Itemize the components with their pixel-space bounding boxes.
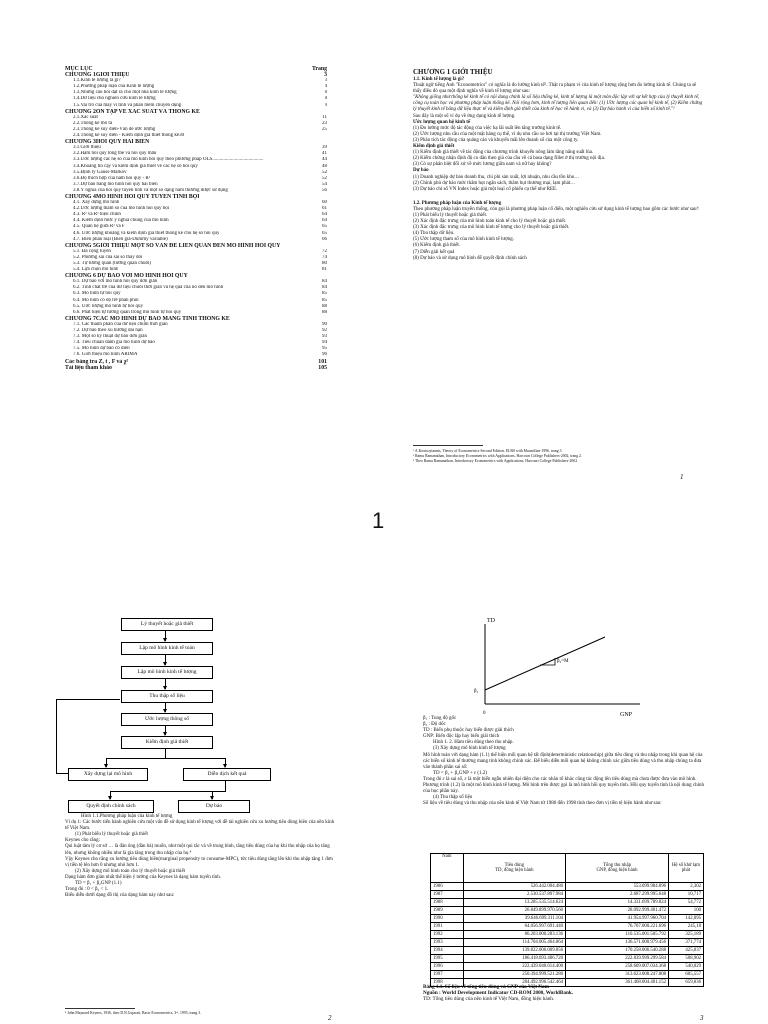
list-item: (3) Xác định đặc trưng của mô hình kinh tế lượng cho lý thuyết hoặc giả thiết. [413,225,570,231]
table-header: Năm [431,854,464,883]
toc-entry-title: 6.5. Ước lượng mô hình tự hồi quy [73,303,144,309]
table-row [431,915,704,923]
page-number: 1 [680,473,684,481]
toc-entry-title: 3.2.Hàm hồi quy tổng thể và hồi quy mẫu [73,151,157,157]
toc-entry-title: 3.6.Độ thích hợp của hàm hồi quy - R² [73,175,151,181]
slope-triangle [540,658,555,665]
toc-entry-title: 7.2. Dự báo theo xu hướng dài hạn [73,328,143,334]
toc-entry-title: 7.5. Mô hình dự báo cổ điển [73,346,130,352]
toc-entry-page: 56 [322,187,327,193]
toc-entry-title: CHƯƠNG 6 DỰ BÁO VỚI MÔ HÌNH HỒI QUY [65,273,188,280]
definition: GNP: Biến độc lập hay biến giải thích [423,734,500,740]
table-cell: 14.331.699.789.824 [566,899,669,907]
table-note: TD: Tổng tiêu dùng của nền kinh tế Việt Nam, đồng hiện hành. [423,996,555,1003]
footnotes [413,449,703,464]
toc-entry-title: 3.3.Ước lượng các hệ số của mô hình hồi quy theo phương pháp OLS......................................... [73,157,264,163]
page-3 [423,716,708,807]
list-item: (2) Chính phủ dự báo mức thâm hụt ngân sách, thâm hụt thương mại, lạm phát… [413,180,576,186]
paragraph: Sau đây là một số ví dụ về ứng dụng kinh tế lượng. [413,113,516,119]
table-cell: 313.623.008.247.808 [566,971,669,979]
paragraph: Trong đó ε là sai số, ε là một biến ngẫu nhiên đại diện cho các nhân tố khác cũng tác động lên tiêu dùng mà chưa được đưa vào mô hình. [423,776,697,782]
toc-entry-title: 4.4. Kiểm định mức ý nghĩa chung của mô hình [73,218,169,224]
toc-entry-title: 6.2. Tính chất trễ của dữ liệu chuỗi thời gian và hệ quả của nó đến mô hình [73,285,224,291]
list-item: (1) Phát biểu lý thuyết hoặc giả thiết. [413,212,488,218]
toc-entry-title: 2.1.Xác suất [73,114,98,120]
list-item: (2) Ước lượng nhu cầu của một mặt hàng cụ thể, ví dụ nhu cầu xe hơi tại thị trường Việt Nam. [413,131,602,137]
table-cell: 325,189 [669,931,704,939]
list-item: (3) Có sự phân biệt đối xử về mức lương giữa nam và nữ hay không? [413,162,552,168]
toc-entry-page: 65 [322,230,327,236]
toc-entry-title: 5.3. Tự tương quan (tương quan chuỗi) [73,261,152,266]
list-item: (7) Diễn giải kết quả [413,249,455,255]
toc-entry-title: 6.1. Dự báo với mô hình hồi quy đơn giản [73,279,158,285]
toc-entry-title: 4.7. Biến phân loại (Biến giả-Dummy variable) [73,236,168,242]
definition: TD : Biến phụ thuộc hay biến được giải thích [423,728,514,734]
table-row [431,923,704,931]
toc-entry-page: 8 [324,90,327,96]
table-cell: 64.056.997.691.440 [463,923,565,931]
table-cell: 2.687.299.995.648 [566,891,669,899]
table-cell: 142,095 [669,915,704,923]
toc-entry-title: 3.1.Giới thiệu [73,145,101,151]
table-cell: 41.954.997.960.704 [566,915,669,923]
paragraph: Dạng hàm đơn giản nhất thể hiện ý tưởng của Keynes là dạng hàm tuyến tính. [65,874,222,880]
table-cell: 139.822.006.009.856 [463,947,565,955]
table-cell: 1994 [431,947,464,955]
toc-entry-title: 1.5.Vai trò của máy vi tính và phần mềm chuyên dụng [73,102,182,108]
table-cell: 13.285.535.514.624 [463,899,565,907]
toc-entry-page: 44 [322,157,327,163]
table-cell: 540,029 [669,963,704,971]
toc-entry-page: 41 [322,151,327,157]
toc-entry-title: CHƯƠNG 1GIỚI THIỆU [65,72,130,79]
page-number: 3 [700,1014,704,1022]
toc-entry-title: 5.2. Phương sai của sai số thay đổi [73,254,143,260]
toc-entry-title: 3.5.Định lý Gauss-Markov [73,169,127,175]
toc-entry-title: Các bảng tra Z, t , F và χ² [65,358,129,365]
table-row [431,947,704,955]
toc-entry-page: 65 [322,224,327,230]
table-caption: Bảng 1.1. Số liệu về tổng tiêu dùng và GNP của Việt Nam [423,984,549,990]
footnote: ¹ A.Koutsoyiannis, Theory of Econometrics-Second Edition, ELBS with Macmillan-1996, trang 3 [413,449,562,453]
toc-entry-page: 105 [318,364,327,371]
toc-entry-title: 3.4.Khoảng tin cậy và kiểm định giả thiết về các hệ số hồi quy [73,163,198,169]
equation: TD = β₁ + β₂GNP (1.1) [75,881,122,887]
table-cell: 284.492.996.542.464 [463,979,565,987]
toc-entry-page: 66 [322,236,327,242]
table-cell: 114.704.005.464.064 [463,939,565,947]
consumption-line [485,637,605,690]
list-item: (2) Kiểm chứng nhận định độ co dãn theo giá của cầu về cá basa dạng fillet ở thị trường nội địa. [413,156,606,162]
toc-entry-title: 2.3.Thống kê suy diễn-Vấn đề ước lượng [73,126,156,132]
list-item: (1) Doanh nghiệp dự báo doanh thu, chi phí sản xuất, lợi nhuận, nhu cầu tồn kho… [413,174,580,180]
toc-entry-title: CHƯƠNG 3HỒI QUY HAI BIẾN [65,139,150,146]
page-indicator: 1 [372,508,385,533]
toc-entry-page: 85 [322,291,327,297]
table-cell: 100 [669,907,704,915]
toc-entry-page: 81 [322,267,327,273]
toc-entry-page: 52 [322,169,327,175]
toc-entry-title: 6.3. Mô hình tự hồi quy [73,291,121,297]
table-cell: 136.571.000.979.456 [566,939,669,947]
toc-entry-title: 6.6. Phát hiện tự tương quan trong mô hình tự hồi quy [73,309,182,315]
toc-entry-title: 4.2.Ước lượng tham số của mô hình hồi quy bội [73,206,170,212]
table-cell: 1988 [431,899,464,907]
list-item: (3) Dự báo chỉ số VN Index hoặc giá một loại cổ phiếu cụ thể như REE. [413,186,558,192]
table-cell: 1998 [431,979,464,987]
toc-entry-title: CHƯƠNG 4MÔ HÌNH HỒI QUY TUYẾN TÍNH BỘI [65,193,200,200]
list-item: (6) Kiểm định giả thiết. [413,243,461,249]
table-row [431,931,704,939]
paragraph: Mô hình toán với dạng hàm (1.1) thể hiện mối quan hệ tất định(deterministic relationship) giữa tiêu dùng và thu nhập trong khi quan hệ của các biến số kinh tế thường mang tính không chính xác. Để biểu diễn mối quan hệ không chính xác giữa tiêu dùng và thu nhập chúng ta đưa vào thành phần sai số: [423,752,703,770]
figure-caption: Hình 1. 2. Hàm tiêu dùng theo thu nhập. [433,740,514,746]
flow-box-estimate: Ước lượng thông số [121,713,213,726]
toc-entry-page: 3 [324,78,327,84]
table-cell: 1989 [431,907,464,915]
flow-box-hypothesis-test: Kiểm định giả thiết [121,736,213,749]
consumption-function-graph [455,612,655,722]
table-header: Tiêu dùng TD, đồng hiện hành [463,854,565,883]
paragraph: Qui luật tâm lý cơ sở … là đàn ông (đàn bà) muốn, như một qui tắc và về trung bình, tăng tiêu dùng của họ khi thu nhập của họ tăng lên, nhưng không nhiều như là gia tăng trong thu nhập của họ.⁴ [65,844,330,856]
toc-entry-title: 1.4.Dữ liệu cho nghiên cứu kinh tế lượng [73,96,156,102]
toc-entry-page: 96 [322,352,327,358]
list-item: (8) Dự báo và sử dụng mô hình để quyết định chính sách [413,255,527,261]
list-item: (5) Ước lượng tham số của mô hình kinh tế lượng. [413,237,514,243]
table-cell: 361.468.004.401.152 [566,979,669,987]
definition: β₂ : Độ dốc [423,722,446,728]
footnote-divider [413,445,483,446]
page-2 [65,814,335,899]
toc-entry-page: 61 [322,206,327,212]
table-cell: 26.849.899.970.560 [463,907,565,915]
table-cell: 1991 [431,923,464,931]
toc-entry-page: 88 [322,309,327,315]
subheading: Dự báo [413,168,429,174]
y-axis-label: TD [487,618,495,624]
table-cell: 1990 [431,915,464,923]
table-cell: 258.609.007.034.368 [566,963,669,971]
toc-entry-page: 9 [324,102,327,108]
definition: β₁ : Tung độ gốc [423,716,457,721]
toc-entry-page: 60 [322,200,327,206]
page-number: 2 [328,1014,332,1022]
x-axis-label: GNP [620,712,633,718]
toc-entry-title: 5.1. Đa cộng tuyến [73,248,111,254]
toc-entry-title: 7.4. Tiêu chuẩn đánh giá mô hình dự báo [73,340,155,346]
table-cell: 170.258.006.540.288 [566,947,669,955]
table-cell: 1987 [431,891,464,899]
toc-entry-title: 5.4. Lựa chọn mô hình [73,267,119,273]
toc-entry-page: 48 [322,163,327,169]
toc-entry-page: 85 [322,297,327,303]
toc-entry-page: 23 [322,120,327,126]
toc-entry-page: 84 [322,279,327,285]
paragraph: Trong đó : 0 < β₂ < 1. [65,887,109,893]
table-cell: 425,837 [669,947,704,955]
paragraph: Vậy Keynes cho rằng xu hướng tiêu dùng biên(marginal propensity to consume-MPC), tức tiêu dùng tăng lên khi thu nhập tăng 1 đơn vị tiền tệ lên hơn 0 nhưng nhỏ hơn 1. [65,856,333,868]
paragraph: (3) Xây dựng mô hình kinh tế lượng [433,746,506,752]
paragraph: (4) Thu thập số liệu [433,795,473,801]
table-cell: 222.439.040.614.400 [463,963,565,971]
flow-box-data: Thu thập số liệu [121,690,213,703]
toc-entry-title: CHƯƠNG 2ÔN TẬP VỀ XÁC SUẤT VÀ THỐNG KÊ [65,108,200,115]
toc-entry-title: 4.3. R² và R² hiệu chỉnh [73,212,121,218]
section-heading: 1.2. Phương pháp luận của Kinh tế lượng [413,200,502,206]
table-row [431,939,704,947]
toc-entry-page: 8 [324,96,327,102]
figure-caption: Hình 1.1.Phương pháp luận của kinh tế lượng [81,814,173,819]
table-row [431,899,704,907]
flow-box-rebuild-model: Xây dựng lại mô hình [68,768,148,781]
toc-entry-title: CHƯƠNG 5GIỚI THIỆU MỘT SỐ VẤN ĐỀ LIÊN QUAN ĐẾN MÔ HÌNH HỒI QUY [65,242,281,249]
table-row [431,955,704,963]
subheading: Ước lượng quan hệ kinh tế [413,119,471,125]
flow-box-theory: Lý thuyết hoặc giả thiết [121,618,213,631]
toc-entry-page: 72 [322,248,327,254]
chapter-title: CHƯƠNG 1 GIỚI THIỆU [413,68,493,76]
toc-entry-title: 1.2.Phương pháp luận của Kinh tế lượng [73,84,155,90]
toc-entry-page: 3 [324,72,327,79]
paragraph: Theo phương pháp luận truyền thống, còn gọi là phương pháp luận cổ điển, một nghiên cứu sử dụng kinh tế lượng bao gồm các bước như sau³: [413,206,700,212]
toc-entry-title: CHƯƠNG 7CÁC MÔ HÌNH DỰ BÁO MANG TÍNH THỐNG KÊ [65,315,230,322]
table-cell: 508,902 [669,955,704,963]
flow-box-econometric-model: Lập mô hình kinh tế lượng [121,666,213,679]
table-cell: 526.442.004.480 [463,883,565,891]
paragraph: Phương trình (1.2) là một mô hình kinh tế lượng. Mô hình trên được gọi là mô hình hồi quy tuyến tính. Hồi quy tuyến tính là nội dung chính của học phần này. [423,783,705,795]
list-item: (3) Phân tích tác động của quảng cáo và khuyến mãi lên doanh số của một công ty. [413,137,579,143]
table-cell: 54,772 [669,899,704,907]
paragraph: (2) Xây dựng mô hình toán cho lý thuyết hoặc giả thiết [75,868,186,874]
table-cell: 28.092.999.401.472 [566,907,669,915]
toc-entry-title: 4.5. Quan hệ giữa R² và F [73,224,125,230]
toc-entry-page: 54 [322,181,327,187]
table-row [431,907,704,915]
toc-chapter[interactable] [65,365,327,371]
table-source: Nguồn : World Development Indicator CD-ROM 2000, WorldBank. [423,990,574,997]
table-row [431,963,704,971]
table-header: Hệ số khử lạm phát [669,854,704,883]
table-cell: 86.203.000.283.136 [463,931,565,939]
footnote: ³ Theo Ramu Ramanathan, Introductory Econometrics with Applications, Harcourt College Publishers-2002 [413,459,578,463]
table-cell: 553.099.984.896 [566,883,669,891]
toc-entry-page: 64 [322,212,327,218]
table-row [431,891,704,899]
table-cell: 1996 [431,963,464,971]
table-cell: 1995 [431,955,464,963]
equation: TD = β₁ + β₂GNP + ε (1.2) [433,770,487,776]
table-cell: 605,557 [669,971,704,979]
table-row [431,883,704,891]
table-cell: 39.646.699.311.104 [463,915,565,923]
table-cell: 76.707.000.221.696 [566,923,669,931]
table-cell: 1993 [431,939,464,947]
page-1 [413,68,703,262]
table-cell: 1997 [431,971,464,979]
toc-entry-title: 3.8.Ý nghĩa của hồi quy tuyến tính và một số dạng hàm thường được sử dụng [73,187,228,193]
paragraph: Số liệu về tiêu dùng và thu nhập của nền kinh tế Việt Nam từ 1986 đến 1998 tính theo đơn vị tiền tệ hiện hành như sau: [423,801,662,807]
quote: "Không giống như thống kê kinh tế có nội dung chính là số liệu thống kê, kinh tế lượng là một môn độc lập với sự kết hợp của lý thuyết kinh tế, công cụ toán học và phương pháp luận thống kê. Nói rộng hơn, kinh tế lượng liên quan đến: (1) Ước lượng các quan hệ kinh tế, (2) Kiểm chứng lý thuyết kinh tế bằng dữ liệu thực tế và kiểm định giả thiết của kinh tế học về hành vi, và (3) Dự báo hành vi của biến số kinh tế."² [413,95,703,113]
list-item: (1) Đo lường mức độ tác động của việc hạ lãi suất lên tăng trưởng kinh tế. [413,125,562,131]
toc-header: MỤC LỤC [65,66,93,72]
toc-page-header: Trang [311,66,327,72]
footnote: ² Ramu Ramanathan, Introductory Econometrics with Applications, Harcourt College Publishers-2002, trang 2. [413,454,582,458]
list-item: (2) Xác định đặc trưng của mô hình toán kinh tế cho lý thuyết hoặc giả thiết. [413,219,567,225]
table-cell: 110.535.001.505.792 [566,931,669,939]
toc-entry-page: 11 [322,114,327,120]
paragraph: (1) Phát biểu lý thuyết hoặc giả thiết [75,832,148,838]
toc-entry-page: 80 [322,261,327,266]
toc-entry-title: 7.1. Các thành phần của dữ liệu chuỗi thời gian [73,321,168,327]
table-cell: 245,18 [669,923,704,931]
paragraph: Keynes cho rằng: [65,838,100,844]
subheading: Kiểm định giả thiết [413,144,455,150]
table-cell: 2.530.537.897.984 [463,891,565,899]
table-cell: 1992 [431,931,464,939]
toc-list [65,72,327,371]
toc-entry-title: 1.1.Kinh tế lượng là gì? [73,78,121,84]
toc-entry-title: 7.6. Giới thiệu mô hình ARIMA [73,352,138,358]
toc-entry-page: 92 [322,328,327,334]
toc-entry-page: 25 [322,126,327,132]
slope-label: β₂=M [557,659,569,664]
toc-entry-page: 52 [322,175,327,181]
table-cell: 371,774 [669,939,704,947]
flow-box-interpret: Diễn dịch kết quả [183,768,271,781]
paragraph: Ví dụ 1: Các bước tiến hành nghiên cứu một vấn đề sử dụng kinh tế lượng với đề tài nghiên cứu xu hướng tiêu dùng biên của nền kinh tế Việt Nam. [65,820,335,832]
toc-entry-page: 64 [322,218,327,224]
table-cell: 2,302 [669,883,704,891]
list-item: (4) Thu thập dữ liệu. [413,231,455,237]
footnote: ⁴ John Maynard Keynes, 1936, theo D.N.Gujarati, Basic Econometrics, 3ʳᵈ, 1995, trang 3. [65,1011,202,1015]
toc-entry-title: 2.2.Thống kê mô tả [73,120,113,126]
toc-entry-page: 95 [322,346,327,352]
table-row [431,971,704,979]
table-header: Tổng thu nhập GNP, đồng hiện hành [566,854,669,883]
toc-entry-page: 39 [322,145,327,151]
toc-entry-title: 7.3. Một số kỹ thuật dự báo đơn giản [73,334,147,340]
toc-entry-title: Tài liệu tham khảo [65,364,112,371]
toc-entry-title: 2.4.Thống kê suy diễn - Kiểm định giả thiết thống kê30 [73,133,185,139]
toc-entry-page: 88 [322,303,327,309]
toc-entry-page: 74 [322,254,327,260]
toc-entry-page: 94 [322,340,327,346]
table-cell: 1986 [431,883,464,891]
toc-entry-page: 93 [322,334,327,340]
flow-box-policy: Quyết định chính sách [68,800,154,813]
toc-entry-title: 6.4. Mô hình có độ trễ phân phối [73,297,139,303]
table-cell: 659,836 [669,979,704,987]
paragraph: Biểu diễn dưới dạng đồ thị của dạng hàm này như sau: [65,893,175,899]
toc-entry-title: 1.3.Những câu hỏi đặt ra cho một nhà kinh tế lượng [73,90,177,96]
toc-entry-title: 3.7.Dự báo bằng mô hình hồi quy hai biến [73,181,158,187]
table-caption-block [423,984,708,1003]
data-table [430,853,704,987]
footnote-divider [65,1008,135,1009]
flow-box-math-model: Lập mô hình kinh tế toán [121,642,213,655]
table-cell: 250.394.999.521.280 [463,971,565,979]
table-cell: 222.839.999.299.584 [566,955,669,963]
origin-label: 0 [483,711,486,716]
toc-entry-page: 90 [322,321,327,327]
table-cell: 186.418.693.406.720 [463,955,565,963]
toc [65,66,327,371]
toc-entry-title: 4.6. Ước lượng khoảng và kiểm định giả thiết thống kê cho hệ số hồi quy [73,230,220,236]
flow-box-forecast: Dự báo [178,800,250,813]
table-header-row [431,854,704,883]
paragraph: Thuật ngữ tiếng Anh "Econometrics" có nghĩa là đo lường kinh tế¹. Thật ra phạm vi của kinh tế lượng rộng hơn đo lường kinh tế. Chúng ta sẽ thấy điều đó qua một định nghĩa về kinh tế lượng như sau: [413,83,697,95]
toc-entry-page: 101 [318,358,327,365]
table-cell: 10,717 [669,891,704,899]
toc-entry-page: 84 [322,285,327,291]
table-body [431,883,704,987]
toc-entry-title: 4.1. Xây dựng mô hình [73,200,120,206]
section-heading: 1.1. Kinh tế lượng là gì? [413,77,465,82]
intercept-label: β₁ [474,689,479,694]
toc-entry-page: 4 [324,84,327,90]
list-item: (1) Kiểm định giả thiết về tác động của chương trình khuyến nông làm tăng năng suất lúa. [413,150,594,156]
